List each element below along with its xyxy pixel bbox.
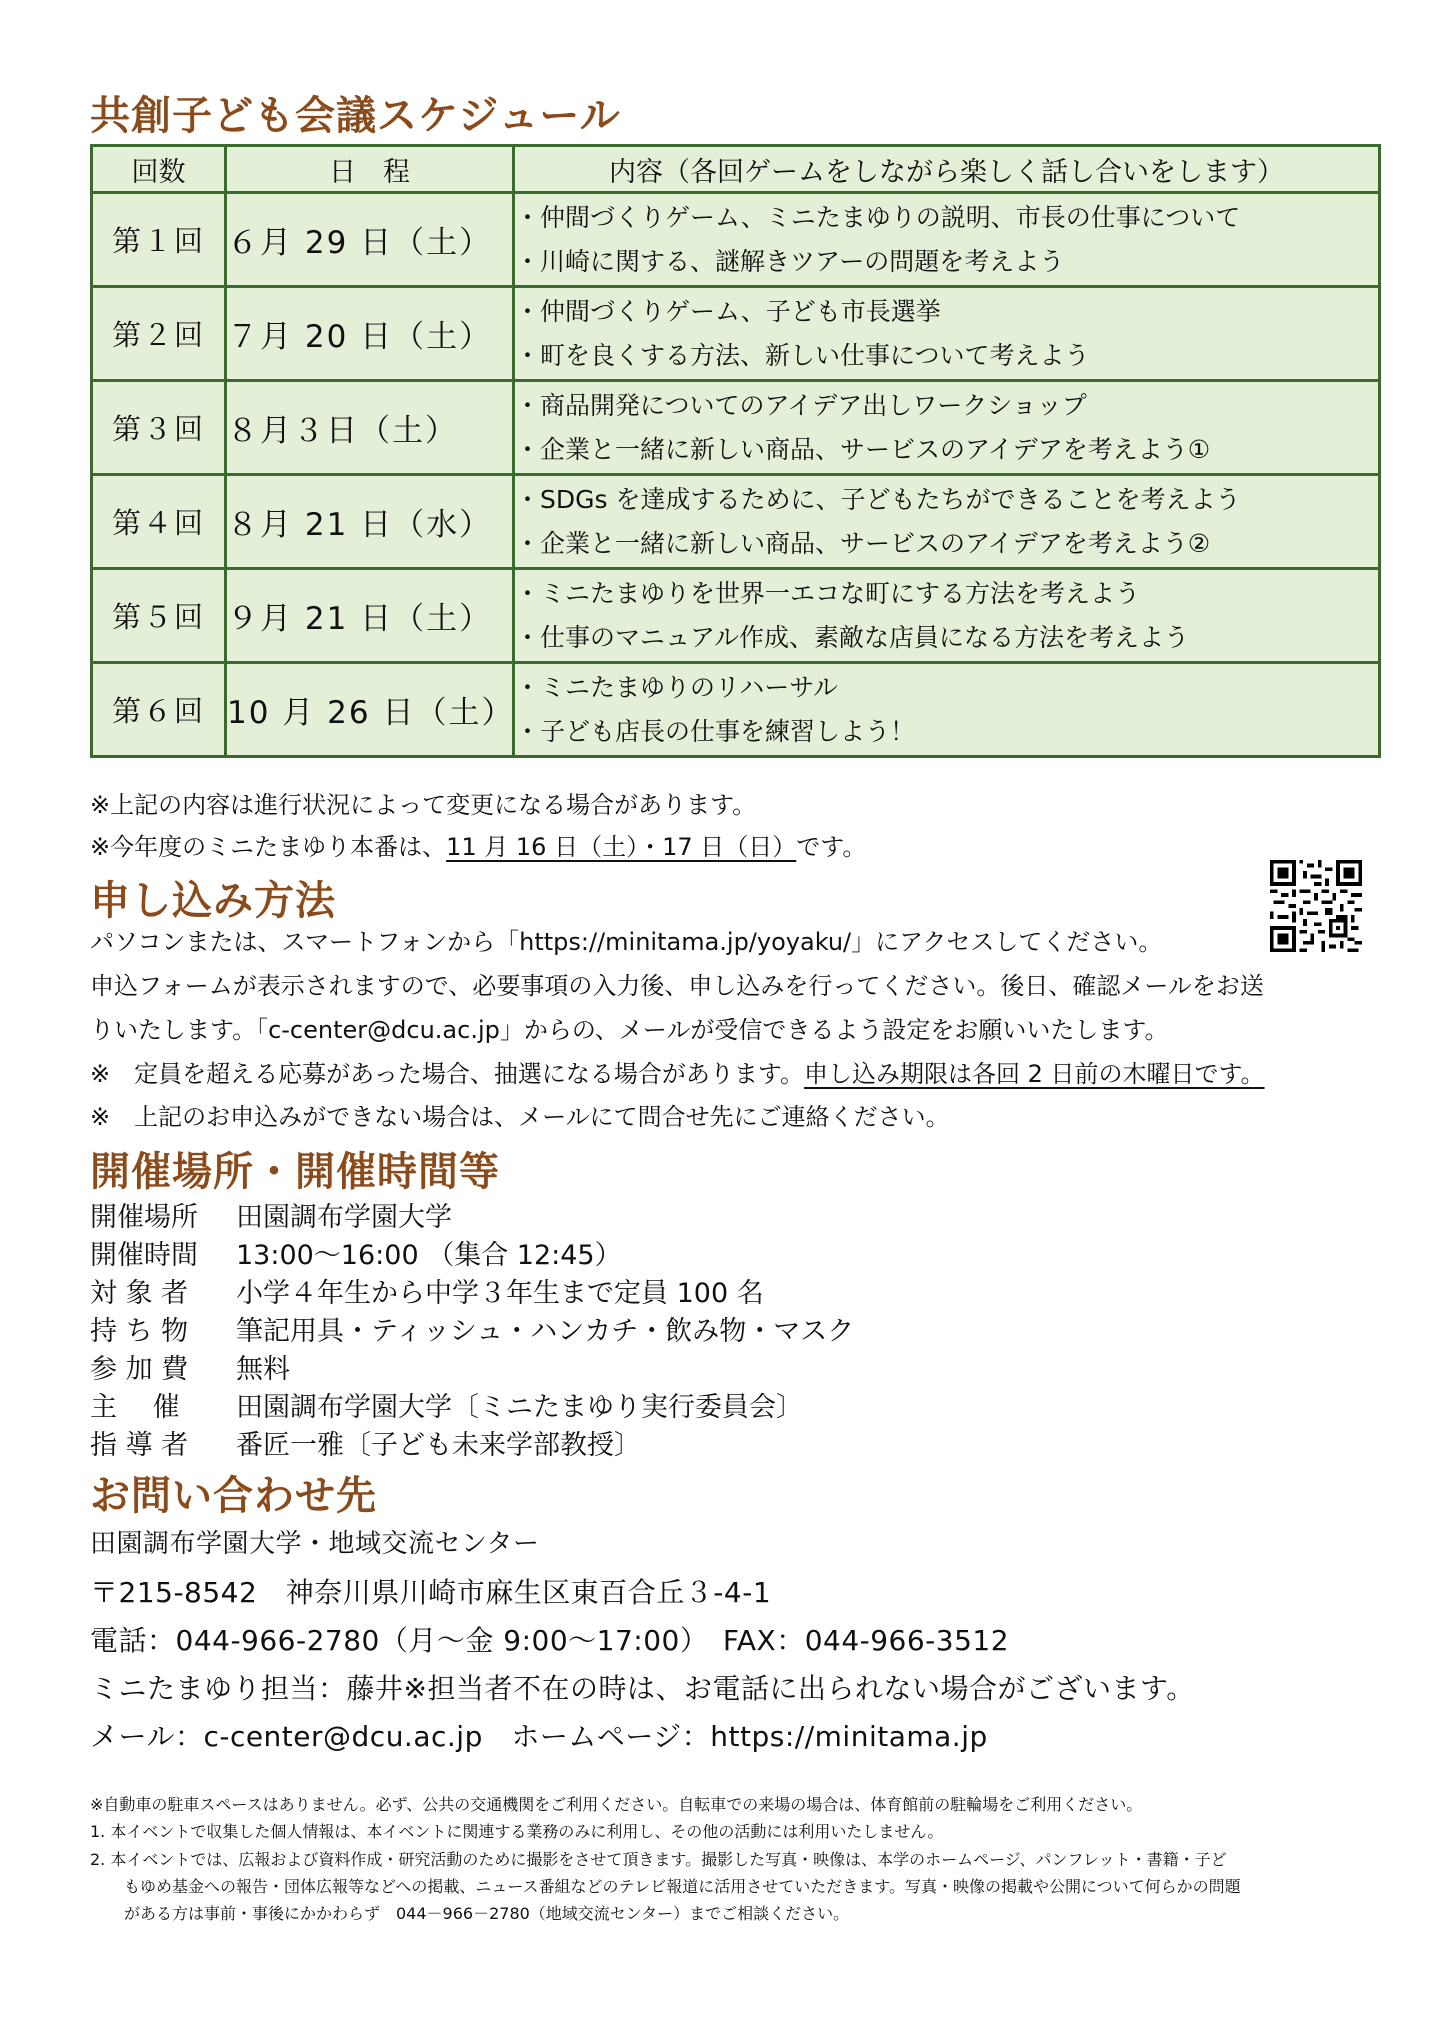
event-date-prefix: ※今年度のミニたまゆり本番は、: [90, 833, 447, 861]
session-date: ９月 21 日（土）: [226, 569, 514, 663]
session-number: 第１回: [92, 193, 226, 287]
info-row-host: [90, 1394, 803, 1421]
content-item: ・川崎に関する、謎解きツアーの問題を考えよう: [515, 246, 1065, 276]
info-row-venue: [90, 1204, 452, 1231]
session-number: 第３回: [92, 381, 226, 475]
qr-code-icon[interactable]: [1270, 860, 1362, 952]
info-value: 田園調布学園大学〔ミニたまゆり実行委員会〕: [236, 1392, 803, 1423]
footnote-photo-contact: がある方は事前・事後にかかわらず 044－966－2780（地域交流センター）までご相談ください。: [124, 1904, 850, 1923]
content-item: ・ミニたまゆりを世界一エコな町にする方法を考えよう: [515, 578, 1141, 608]
info-row-items: [90, 1318, 854, 1345]
apply-line-5: ※ 上記のお申込みができない場合は、メールにて問合せ先にご連絡ください。: [90, 1103, 950, 1131]
info-value: 筆記用具・ティッシュ・ハンカチ・飲み物・マスク: [236, 1316, 855, 1347]
header-no: 回数: [92, 146, 226, 193]
contact-phone: 電話：044-966-2780（月～金 9:00～17:00） FAX：044-966-3512: [90, 1624, 1010, 1657]
contact-org: 田園調布学園大学・地域交流センター: [90, 1529, 540, 1559]
content-item: ・仲間づくりゲーム、子ども市長選挙: [515, 296, 941, 326]
content-item: ・町を良くする方法、新しい仕事について考えよう: [515, 340, 1090, 370]
session-number: 第４回: [92, 475, 226, 569]
info-value: 無料: [236, 1354, 290, 1385]
table-row: [92, 569, 1380, 663]
content-item: ・SDGs を達成するために、子どもたちができることを考えよう: [515, 484, 1241, 514]
session-date: ７月 20 日（土）: [226, 287, 514, 381]
footnote-parking: ※自動車の駐車スペースはありません。必ず、公共の交通機関をご利用ください。自転車での来場の場合は、体育館前の駐輪場をご利用ください。: [90, 1795, 1143, 1814]
info-label: 主 催: [90, 1392, 180, 1423]
content-item: ・仕事のマニュアル作成、素敵な店員になる方法を考えよう: [515, 622, 1190, 652]
content-item: ・仲間づくりゲーム、ミニたまゆりの説明、市長の仕事について: [515, 202, 1241, 232]
info-value: 13:00～16:00 （集合 12:45）: [236, 1240, 622, 1271]
info-label: 持 ち 物: [90, 1316, 189, 1347]
table-row: [92, 193, 1380, 287]
session-content: [514, 475, 1380, 569]
session-date: 10 月 26 日（土）: [226, 663, 514, 757]
session-content: [514, 287, 1380, 381]
content-item: ・企業と一緒に新しい商品、サービスのアイデアを考えよう②: [515, 528, 1211, 558]
apply-line-3: りいたします。「c-center@dcu.ac.jp」からの、メールが受信できるよう設定をお願いいたします。: [90, 1016, 1169, 1044]
content-item: ・商品開発についてのアイデア出しワークショップ: [515, 390, 1087, 420]
info-row-instructor: [90, 1432, 641, 1459]
session-date: ６月 29 日（土）: [226, 193, 514, 287]
event-date-suffix: です。: [796, 833, 867, 861]
session-content: [514, 381, 1380, 475]
info-label: 参 加 費: [90, 1354, 189, 1385]
table-row: [92, 663, 1380, 757]
event-date-note: [90, 835, 866, 859]
contact-title: お問い合わせ先: [90, 1472, 377, 1519]
session-date: ８月３日（土）: [226, 381, 514, 475]
session-content: [514, 663, 1380, 757]
content-item: ・子ども店長の仕事を練習しよう！: [515, 716, 916, 746]
info-label: 対 象 者: [90, 1278, 189, 1309]
schedule-title: 共創子ども会議スケジュール: [90, 92, 621, 139]
content-item: ・企業と一緒に新しい商品、サービスのアイデアを考えよう①: [515, 434, 1211, 464]
footnote-photo-cont: もゆめ基金への報告・団体広報等などへの掲載、ニュース番組などのテレビ報道に活用させていただきます。写真・映像の掲載や公開について何らかの問題: [124, 1877, 1241, 1896]
info-row-target: [90, 1280, 764, 1307]
table-row: [92, 287, 1380, 381]
session-number: 第２回: [92, 287, 226, 381]
session-content: [514, 569, 1380, 663]
info-value: 番匠一雅〔子ども未来学部教授〕: [236, 1430, 641, 1461]
header-content: 内容（各回ゲームをしながら楽しく話し合いをします）: [514, 146, 1380, 193]
event-date: 11 月 16 日（土）・17 日（日）: [446, 833, 797, 861]
info-row-fee: [90, 1356, 290, 1383]
session-content: [514, 193, 1380, 287]
session-date: ８月 21 日（水）: [226, 475, 514, 569]
content-item: ・ミニたまゆりのリハーサル: [515, 672, 839, 702]
schedule-header-row: [92, 146, 1380, 193]
session-number: 第６回: [92, 663, 226, 757]
info-row-time: [90, 1242, 622, 1269]
contact-web[interactable]: メール：c-center@dcu.ac.jp ホームページ：https://minitama.jp: [90, 1720, 988, 1753]
venue-title: 開催場所・開催時間等: [90, 1148, 500, 1195]
lottery-note: ※ 定員を超える応募があった場合、抽選になる場合があります。: [90, 1060, 804, 1088]
header-date: 日 程: [226, 146, 514, 193]
footnote-photo: 2. 本イベントでは、広報および資料作成・研究活動のために撮影をさせて頂きます。撮影した写真・映像は、本学のホームページ、パンフレット・書籍・子ど: [90, 1850, 1227, 1869]
footnote-privacy: 1. 本イベントで収集した個人情報は、本イベントに関連する業務のみに利用し、その他の活動には利用いたしません。: [90, 1822, 944, 1841]
deadline-note: 申し込み期限は各回 2 日前の木曜日です。: [803, 1060, 1265, 1088]
schedule-note: ※上記の内容は進行状況によって変更になる場合があります。: [90, 791, 757, 819]
schedule-table: [90, 144, 1381, 758]
apply-line-2: 申込フォームが表示されますので、必要事項の入力後、申し込みを行ってください。後日、確認メールをお送: [90, 972, 1264, 1000]
apply-line-1: パソコンまたは、スマートフォンから「https://minitama.jp/yoyaku/」にアクセスしてください。: [90, 928, 1163, 956]
contact-staff: ミニたまゆり担当：藤井※担当者不在の時は、お電話に出られない場合がございます。: [90, 1672, 1195, 1705]
apply-line-4: [90, 1062, 1265, 1086]
info-label: 開催時間: [90, 1240, 198, 1271]
info-label: 開催場所: [90, 1202, 198, 1233]
session-number: 第５回: [92, 569, 226, 663]
contact-address: 〒215-8542 神奈川県川崎市麻生区東百合丘３-4-1: [90, 1576, 772, 1609]
table-row: [92, 381, 1380, 475]
apply-title: 申し込み方法: [90, 877, 336, 924]
info-label: 指 導 者: [90, 1430, 189, 1461]
info-value: 小学４年生から中学３年生まで定員 100 名: [236, 1278, 764, 1309]
info-value: 田園調布学園大学: [236, 1202, 452, 1233]
table-row: [92, 475, 1380, 569]
